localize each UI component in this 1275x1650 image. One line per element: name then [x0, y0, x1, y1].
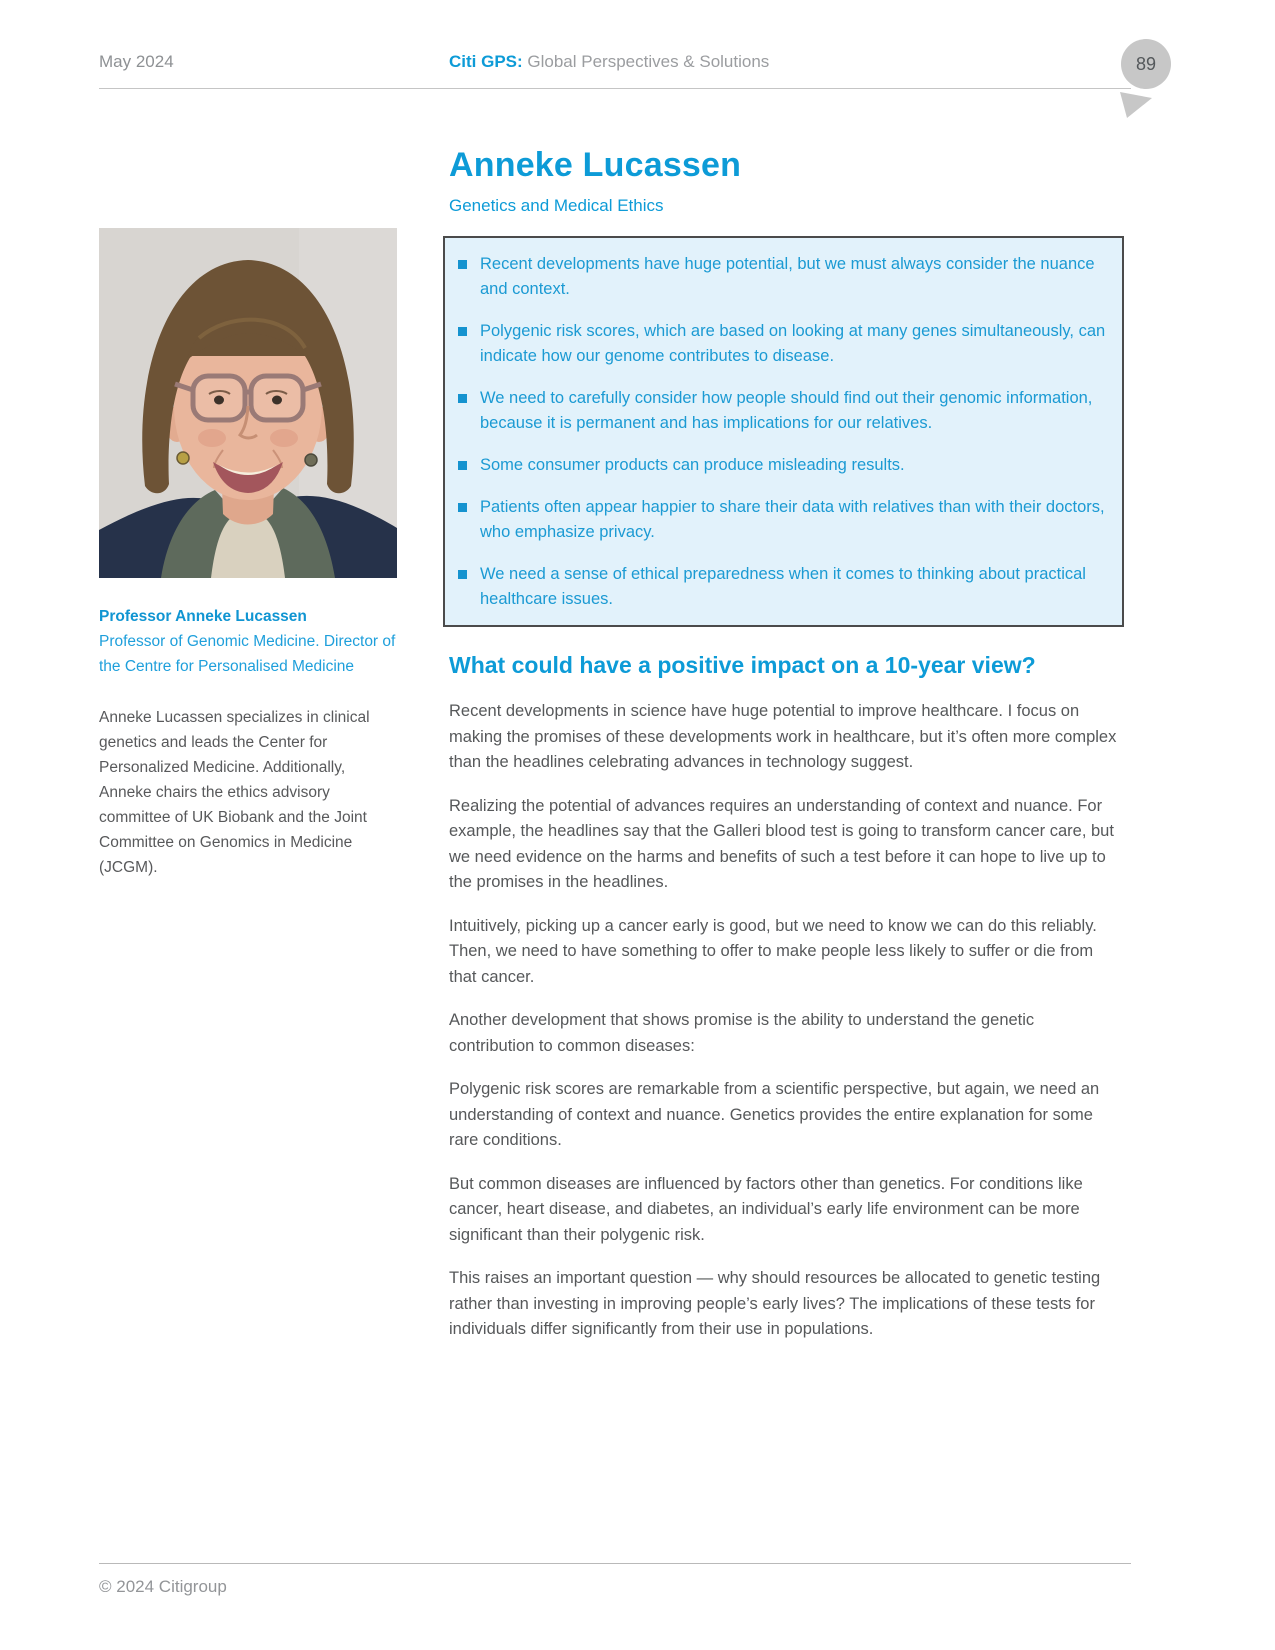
header-title: [449, 52, 769, 72]
takeaway-item: [458, 319, 1106, 369]
bullet-square-icon: [458, 260, 467, 269]
profile-sidebar: [99, 140, 399, 1361]
brand-suffix: Global Perspectives & Solutions: [522, 52, 770, 71]
cheek-left: [198, 429, 226, 447]
earring-left: [177, 452, 189, 464]
takeaway-item: [458, 453, 1106, 478]
content-area: [99, 140, 1124, 1361]
bullet-square-icon: [458, 394, 467, 403]
eye-right: [272, 396, 282, 405]
takeaway-text: Patients often appear happier to share their data with relatives than with their doctors, who emphasize privacy.: [480, 498, 1105, 541]
eye-left: [214, 396, 224, 405]
takeaway-item: [458, 252, 1106, 302]
body-paragraph: Intuitively, picking up a cancer early is good, but we need to know we can do this reliably. Then, we need to have something to offer to make people less likely to suffer or die from that cancer.: [449, 916, 1097, 986]
footer-copyright: © 2024 Citigroup: [99, 1577, 227, 1596]
header-divider: [99, 88, 1131, 89]
takeaway-text: We need to carefully consider how people should find out their genomic information, because it is permanent and has implications for our relatives.: [480, 389, 1093, 432]
page-number-badge: [1110, 36, 1176, 128]
cheek-right: [270, 429, 298, 447]
page-subtitle: Genetics and Medical Ethics: [449, 196, 664, 215]
takeaway-text: Some consumer products can produce misleading results.: [480, 456, 905, 474]
profile-bio: Anneke Lucassen specializes in clinical genetics and leads the Center for Personalized Medicine. Additionally, Anneke chairs the ethics advisory committee of UK Biobank and the Joint Committee on Genomics in Medicine (JCGM).: [99, 709, 370, 876]
body-paragraph: Recent developments in science have huge potential to improve healthcare. I focus on making the promises of these developments work in healthcare, but it’s often more complex than the headlines celebrating advances in technology suggest.: [449, 702, 1117, 771]
takeaway-text: Recent developments have huge potential, but we must always consider the nuance and context.: [480, 255, 1095, 298]
profile-name: Professor Anneke Lucassen: [99, 608, 307, 625]
takeaway-item: [458, 386, 1106, 436]
bullet-square-icon: [458, 461, 467, 470]
takeaway-item: [458, 495, 1106, 545]
body-paragraph: Polygenic risk scores are remarkable from a scientific perspective, but again, we need an understanding of context and nuance. Genetics provides the entire explanation for some rare conditions.: [449, 1080, 1100, 1149]
body-paragraph: This raises an important question — why should resources be allocated to genetic testing rather than investing in improving people’s early lives? The implications of these tests for individuals differ significantly from their use in populations.: [449, 1269, 1101, 1338]
page-title: Anneke Lucassen: [449, 146, 742, 184]
article-column: [443, 140, 1124, 1361]
bullet-square-icon: [458, 570, 467, 579]
body-paragraph: Realizing the potential of advances requires an understanding of context and nuance. For example, the headlines say that the Galleri blood test is going to transform cancer care, but we need evidence on the harms and benefits of such a test before it can hope to live up to the promises in the headlines.: [449, 796, 1114, 891]
brand-label: Citi GPS:: [449, 52, 523, 71]
page-header: [99, 52, 1179, 76]
body-paragraph: Another development that shows promise is the ability to understand the genetic contribution to common diseases:: [449, 1011, 1035, 1055]
profile-role: Professor of Genomic Medicine. Director of the Centre for Personalised Medicine: [99, 633, 396, 675]
earring-right: [305, 454, 317, 466]
page-number: 89: [1135, 54, 1157, 74]
key-takeaways-box: [443, 236, 1124, 627]
header-date: May 2024: [99, 52, 174, 71]
takeaway-text: We need a sense of ethical preparedness when it comes to thinking about practical healthcare issues.: [480, 565, 1086, 608]
body-paragraph: But common diseases are influenced by factors other than genetics. For conditions like cancer, heart disease, and diabetes, an individual’s early life environment can be more significant than their polygenic risk.: [449, 1174, 1083, 1244]
takeaway-text: Polygenic risk scores, which are based on looking at many genes simultaneously, can indicate how our genome contributes to disease.: [480, 322, 1106, 365]
takeaway-list: [458, 252, 1106, 612]
bullet-square-icon: [458, 327, 467, 336]
footer-divider: [99, 1563, 1131, 1564]
profile-photo: [99, 228, 397, 578]
bullet-square-icon: [458, 503, 467, 512]
section-heading: What could have a positive impact on a 10-year view?: [449, 652, 1036, 678]
takeaway-item: [458, 562, 1106, 612]
badge-tail: [1120, 92, 1152, 118]
